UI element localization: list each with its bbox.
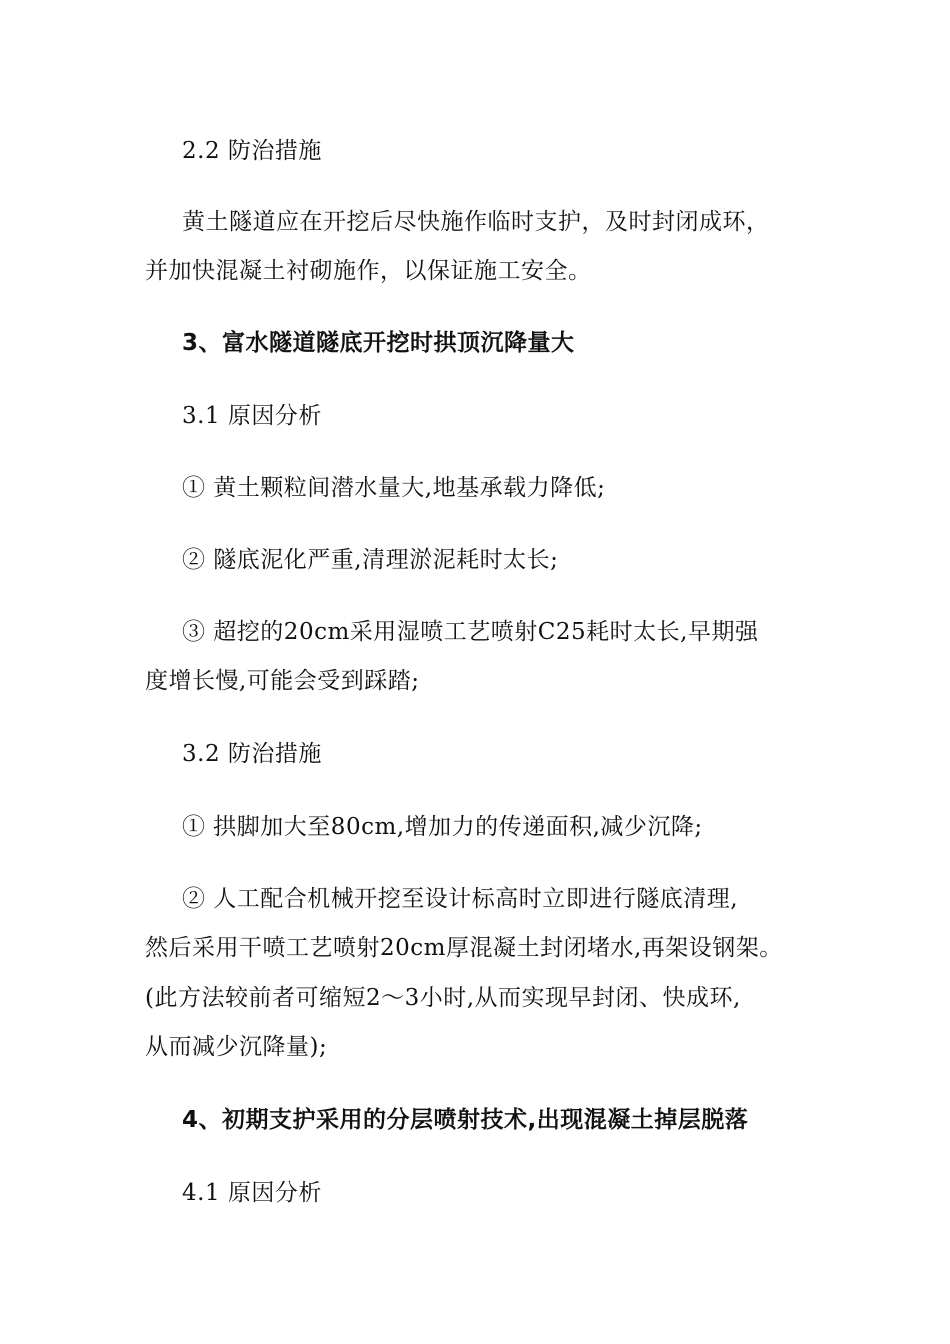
list-item-continuation: 从而减少沉降量);	[145, 1034, 328, 1060]
list-item-continuation: 度增长慢,可能会受到踩踏;	[145, 668, 420, 694]
paragraph-line: 并加快混凝土衬砌施作，以保证施工安全。	[145, 258, 592, 284]
section-heading-3: 3、富水隧道隧底开挖时拱顶沉降量大	[182, 330, 575, 356]
subheading-3-1: 3.1 原因分析	[182, 403, 322, 429]
list-item: ③ 超挖的20cm采用湿喷工艺喷射C25耗时太长,早期强	[182, 619, 759, 645]
list-item-continuation: (此方法较前者可缩短2～3小时,从而实现早封闭、快成环,	[145, 985, 741, 1011]
section-heading-4: 4、初期支护采用的分层喷射技术,出现混凝土掉层脱落	[182, 1107, 749, 1133]
list-item: ② 人工配合机械开挖至设计标高时立即进行隧底清理,	[182, 886, 739, 912]
list-item: ① 黄土颗粒间潜水量大,地基承载力降低;	[182, 475, 606, 501]
subheading-2-2: 2.2 防治措施	[182, 138, 322, 164]
paragraph-line: 黄土隧道应在开挖后尽快施作临时支护，及时封闭成环，	[182, 209, 770, 235]
subheading-4-1: 4.1 原因分析	[182, 1180, 322, 1206]
subheading-3-2: 3.2 防治措施	[182, 741, 322, 767]
list-item-continuation: 然后采用干喷工艺喷射20cm厚混凝土封闭堵水,再架设钢架。	[145, 935, 783, 961]
list-item: ① 拱脚加大至80cm,增加力的传递面积,减少沉降;	[182, 814, 703, 840]
list-item: ② 隧底泥化严重,清理淤泥耗时太长;	[182, 547, 559, 573]
